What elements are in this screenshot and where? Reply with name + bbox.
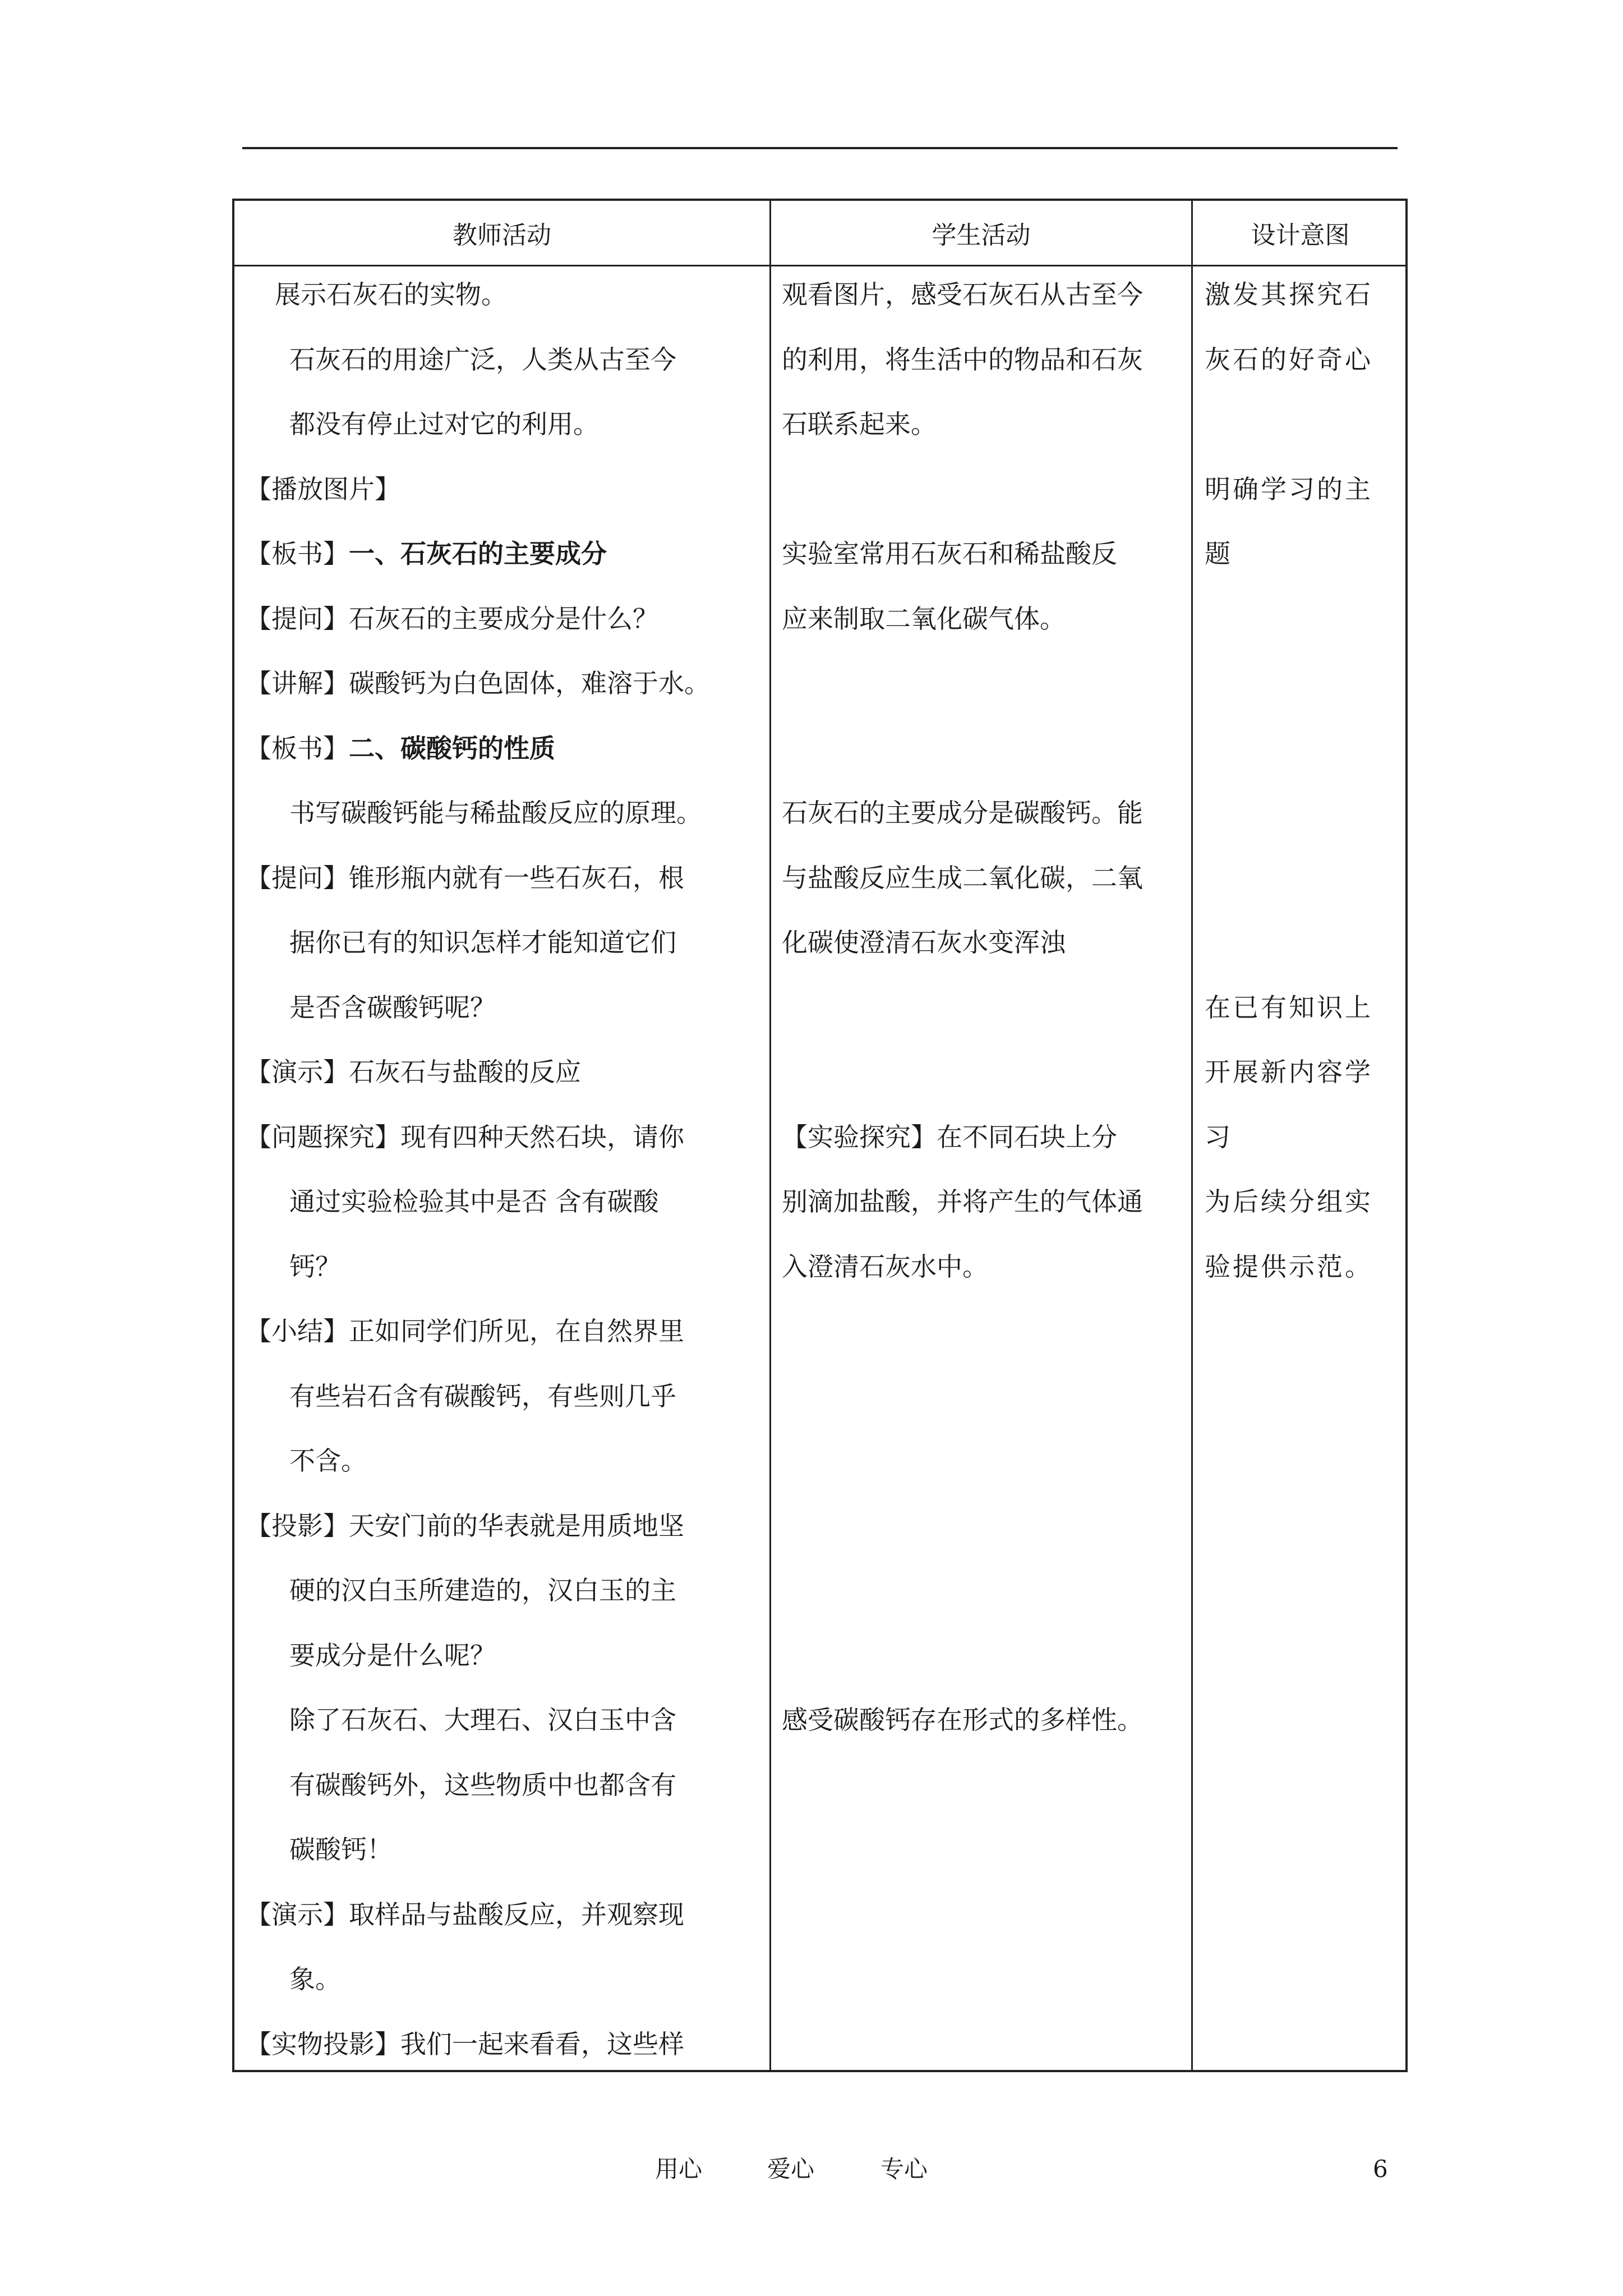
student-line: 实验室常用石灰石和稀盐酸反 xyxy=(782,539,1117,569)
teacher-line-text: 都没有停止过对它的利用。 xyxy=(289,409,599,439)
teacher-line-text: 有碳酸钙外，这些物质中也都含有 xyxy=(289,1769,676,1800)
teacher-line xyxy=(289,1444,367,1478)
teacher-line-text: 象。 xyxy=(289,1964,341,1994)
teacher-line-tag: 【播放图片】 xyxy=(246,473,400,504)
teacher-line-text: 钙？ xyxy=(289,1251,341,1282)
teacher-line-text: 现有四种天然石块，请你 xyxy=(400,1121,684,1152)
teacher-line xyxy=(246,666,710,700)
teacher-line xyxy=(246,537,607,570)
teacher-line xyxy=(246,1120,684,1154)
intent-line: 明确学习的主 xyxy=(1205,473,1373,504)
student-line: 入澄清石灰水中。 xyxy=(782,1251,988,1282)
teacher-line xyxy=(289,991,496,1024)
header-row-divider xyxy=(234,265,1405,266)
teacher-line xyxy=(289,796,702,830)
footer-slogan-3: 专心 xyxy=(880,2155,928,2183)
intent-line: 习 xyxy=(1205,1121,1233,1152)
teacher-line-tag: 【提问】 xyxy=(246,603,349,634)
student-line: 观看图片，感受石灰石从古至今 xyxy=(782,279,1143,310)
teacher-line xyxy=(246,472,400,506)
teacher-line-tag: 【提问】 xyxy=(246,862,349,893)
teacher-line-text: 取样品与盐酸反应，并观察现 xyxy=(349,1899,684,1930)
teacher-line-text: 不含。 xyxy=(289,1446,367,1476)
teacher-line-text: 我们一起来看看，这些样 xyxy=(400,2028,684,2059)
teacher-line xyxy=(289,1703,676,1737)
teacher-line-tag: 【板书】 xyxy=(246,733,349,763)
teacher-line xyxy=(289,343,676,376)
header-rule xyxy=(242,147,1398,149)
teacher-line xyxy=(289,1379,676,1413)
page-number: 6 xyxy=(1373,2155,1388,2183)
teacher-line-text: 书写碳酸钙能与稀盐酸反应的原理。 xyxy=(289,798,702,828)
teacher-line xyxy=(246,1898,684,1931)
teacher-line xyxy=(289,926,676,959)
teacher-line-text: 通过实验检验其中是否 含有碳酸 xyxy=(289,1186,659,1217)
teacher-line-tag: 【实物投影】 xyxy=(246,2028,400,2059)
teacher-line-text: 二、碳酸钙的性质 xyxy=(349,733,555,763)
student-line: 化碳使澄清石灰水变浑浊 xyxy=(782,927,1066,958)
teacher-line-tag: 【演示】 xyxy=(246,1899,349,1930)
teacher-line-tag: 【问题探究】 xyxy=(246,1121,400,1152)
intent-line: 开展新内容学 xyxy=(1205,1057,1373,1087)
teacher-line-text: 石灰石的用途广泛，人类从古至今 xyxy=(289,344,676,375)
teacher-line xyxy=(289,1768,676,1802)
teacher-line-text: 碳酸钙！ xyxy=(289,1834,393,1865)
teacher-line-text: 要成分是什么呢？ xyxy=(289,1640,496,1671)
teacher-line-text: 有些岩石含有碳酸钙，有些则几乎 xyxy=(289,1381,676,1411)
student-line: 的利用，将生活中的物品和石灰 xyxy=(782,344,1143,375)
teacher-line xyxy=(246,1055,581,1089)
teacher-line xyxy=(289,1185,659,1218)
teacher-line-text: 锥形瓶内就有一些石灰石，根 xyxy=(349,862,684,893)
teacher-line-text: 据你已有的知识怎样才能知道它们 xyxy=(289,927,676,958)
intent-line: 灰石的好奇心 xyxy=(1205,344,1373,375)
teacher-line xyxy=(246,1314,684,1348)
teacher-line-text: 天安门前的华表就是用质地坚 xyxy=(349,1510,684,1541)
teacher-line-text: 除了石灰石、大理石、汉白玉中含 xyxy=(289,1705,676,1735)
intent-line: 题 xyxy=(1205,539,1233,569)
teacher-line xyxy=(246,1509,684,1543)
intent-line: 验提供示范。 xyxy=(1205,1251,1373,1282)
teacher-line-text: 一、石灰石的主要成分 xyxy=(349,539,607,569)
intent-line: 在已有知识上 xyxy=(1205,992,1373,1023)
teacher-line-tag: 【演示】 xyxy=(246,1057,349,1087)
teacher-line xyxy=(289,1250,341,1283)
student-line: 感受碳酸钙存在形式的多样性。 xyxy=(782,1705,1143,1735)
lesson-plan-table xyxy=(232,199,1408,2072)
student-line: 【实验探究】在不同石块上分 xyxy=(782,1121,1117,1152)
intent-line: 激发其探究石 xyxy=(1205,279,1373,310)
footer-slogan-2: 爱心 xyxy=(767,2155,815,2183)
teacher-line-tag: 【板书】 xyxy=(246,539,349,569)
teacher-line-text: 是否含碳酸钙呢？ xyxy=(289,992,496,1023)
header-student-activity: 学生活动 xyxy=(932,221,1031,250)
student-line: 别滴加盐酸，并将产生的气体通 xyxy=(782,1186,1143,1217)
teacher-line-text: 展示石灰石的实物。 xyxy=(275,279,507,310)
teacher-line-text: 石灰石的主要成分是什么？ xyxy=(349,603,658,634)
teacher-line-tag: 【投影】 xyxy=(246,1510,349,1541)
teacher-line xyxy=(246,861,684,895)
header-teacher-activity: 教师活动 xyxy=(453,221,551,250)
teacher-line xyxy=(289,1639,496,1672)
teacher-line-tag: 【讲解】 xyxy=(246,668,349,698)
student-line: 石联系起来。 xyxy=(782,409,937,439)
intent-line: 为后续分组实 xyxy=(1205,1186,1373,1217)
teacher-line xyxy=(289,1833,393,1866)
teacher-line xyxy=(246,602,658,636)
teacher-line-text: 正如同学们所见，在自然界里 xyxy=(349,1316,684,1346)
teacher-line xyxy=(246,731,555,765)
teacher-line-tag: 【小结】 xyxy=(246,1316,349,1346)
teacher-line xyxy=(289,407,599,441)
teacher-line xyxy=(275,278,507,311)
column-divider xyxy=(1191,201,1193,2070)
header-design-intent: 设计意图 xyxy=(1251,221,1350,250)
student-line: 与盐酸反应生成二氧化碳，二氧 xyxy=(782,862,1143,893)
student-line: 石灰石的主要成分是碳酸钙。能 xyxy=(782,798,1143,828)
teacher-line xyxy=(246,2027,684,2061)
teacher-line-text: 碳酸钙为白色固体，难溶于水。 xyxy=(349,668,710,698)
column-divider xyxy=(769,201,771,2070)
teacher-line-text: 石灰石与盐酸的反应 xyxy=(349,1057,581,1087)
footer-slogan-1: 用心 xyxy=(655,2155,703,2183)
student-line: 应来制取二氧化碳气体。 xyxy=(782,603,1066,634)
teacher-line xyxy=(289,1573,676,1607)
teacher-line xyxy=(289,1962,341,1996)
teacher-line-text: 硬的汉白玉所建造的，汉白玉的主 xyxy=(289,1575,676,1605)
